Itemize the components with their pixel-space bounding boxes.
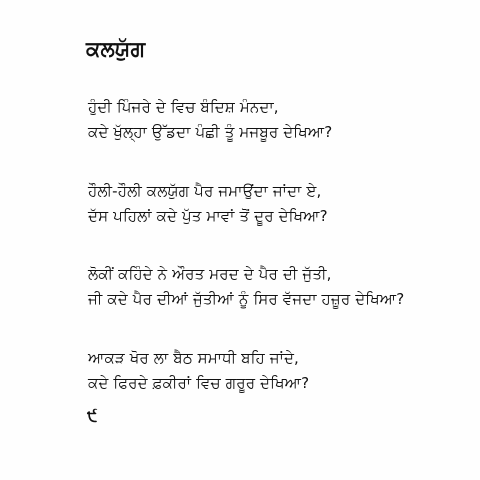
stanza-2 <box>88 179 468 229</box>
stanza-2-line-2: ਦੱਸ ਪਹਿਲਾਂ ਕਦੇ ਪੁੱਤ ਮਾਵਾਂ ਤੋਂ ਦੂਰ ਦੇਖਿਆ? <box>88 207 328 225</box>
stanza-4 <box>88 346 468 396</box>
page-number: ੯ <box>87 406 98 425</box>
stanza-1-line-1: ਹੁੰਦੀ ਪਿੰਜਰੇ ਦੇ ਵਿਚ ਬੰਦਿਸ਼ ਮੰਨਦਾ, <box>88 98 279 116</box>
stanza-3-line-1: ਲੋਕੀਂ ਕਹਿੰਦੇ ਨੇ ਔਰਤ ਮਰਦ ਦੇ ਪੈਰ ਦੀ ਜੁੱਤੀ, <box>88 265 332 283</box>
stanza-1 <box>88 95 468 145</box>
poem-title: ਕਲਯੁੱਗ <box>86 37 146 61</box>
stanza-3-line-2: ਜੀ ਕਦੇ ਪੈਰ ਦੀਆਂ ਜੁੱਤੀਆਂ ਨੂੰ ਸਿਰ ਵੱਜਦਾ ਹਜ਼ੂਰ ਦੇਖਿਆ? <box>88 290 405 308</box>
stanza-1-line-2: ਕਦੇ ਖੁੱਲ੍ਹਾ ਉੱਡਦਾ ਪੰਛੀ ਤੂੰ ਮਜਬੂਰ ਦੇਖਿਆ? <box>88 123 333 141</box>
stanza-2-line-1: ਹੌਲੀ-ਹੌਲੀ ਕਲਯੁੱਗ ਪੈਰ ਜਮਾਉਂਦਾ ਜਾਂਦਾ ਏ, <box>88 182 322 200</box>
stanza-4-line-1: ਆਕੜ ਖੋਰ ਲਾ ਬੈਠ ਸਮਾਧੀ ਬਹਿ ਜਾਂਦੇ, <box>88 349 299 367</box>
stanza-4-line-2: ਕਦੇ ਫਿਰਦੇ ਫ਼ਕੀਰਾਂ ਵਿਚ ਗਰੂਰ ਦੇਖਿਆ? <box>88 374 310 392</box>
stanza-3 <box>88 262 468 312</box>
